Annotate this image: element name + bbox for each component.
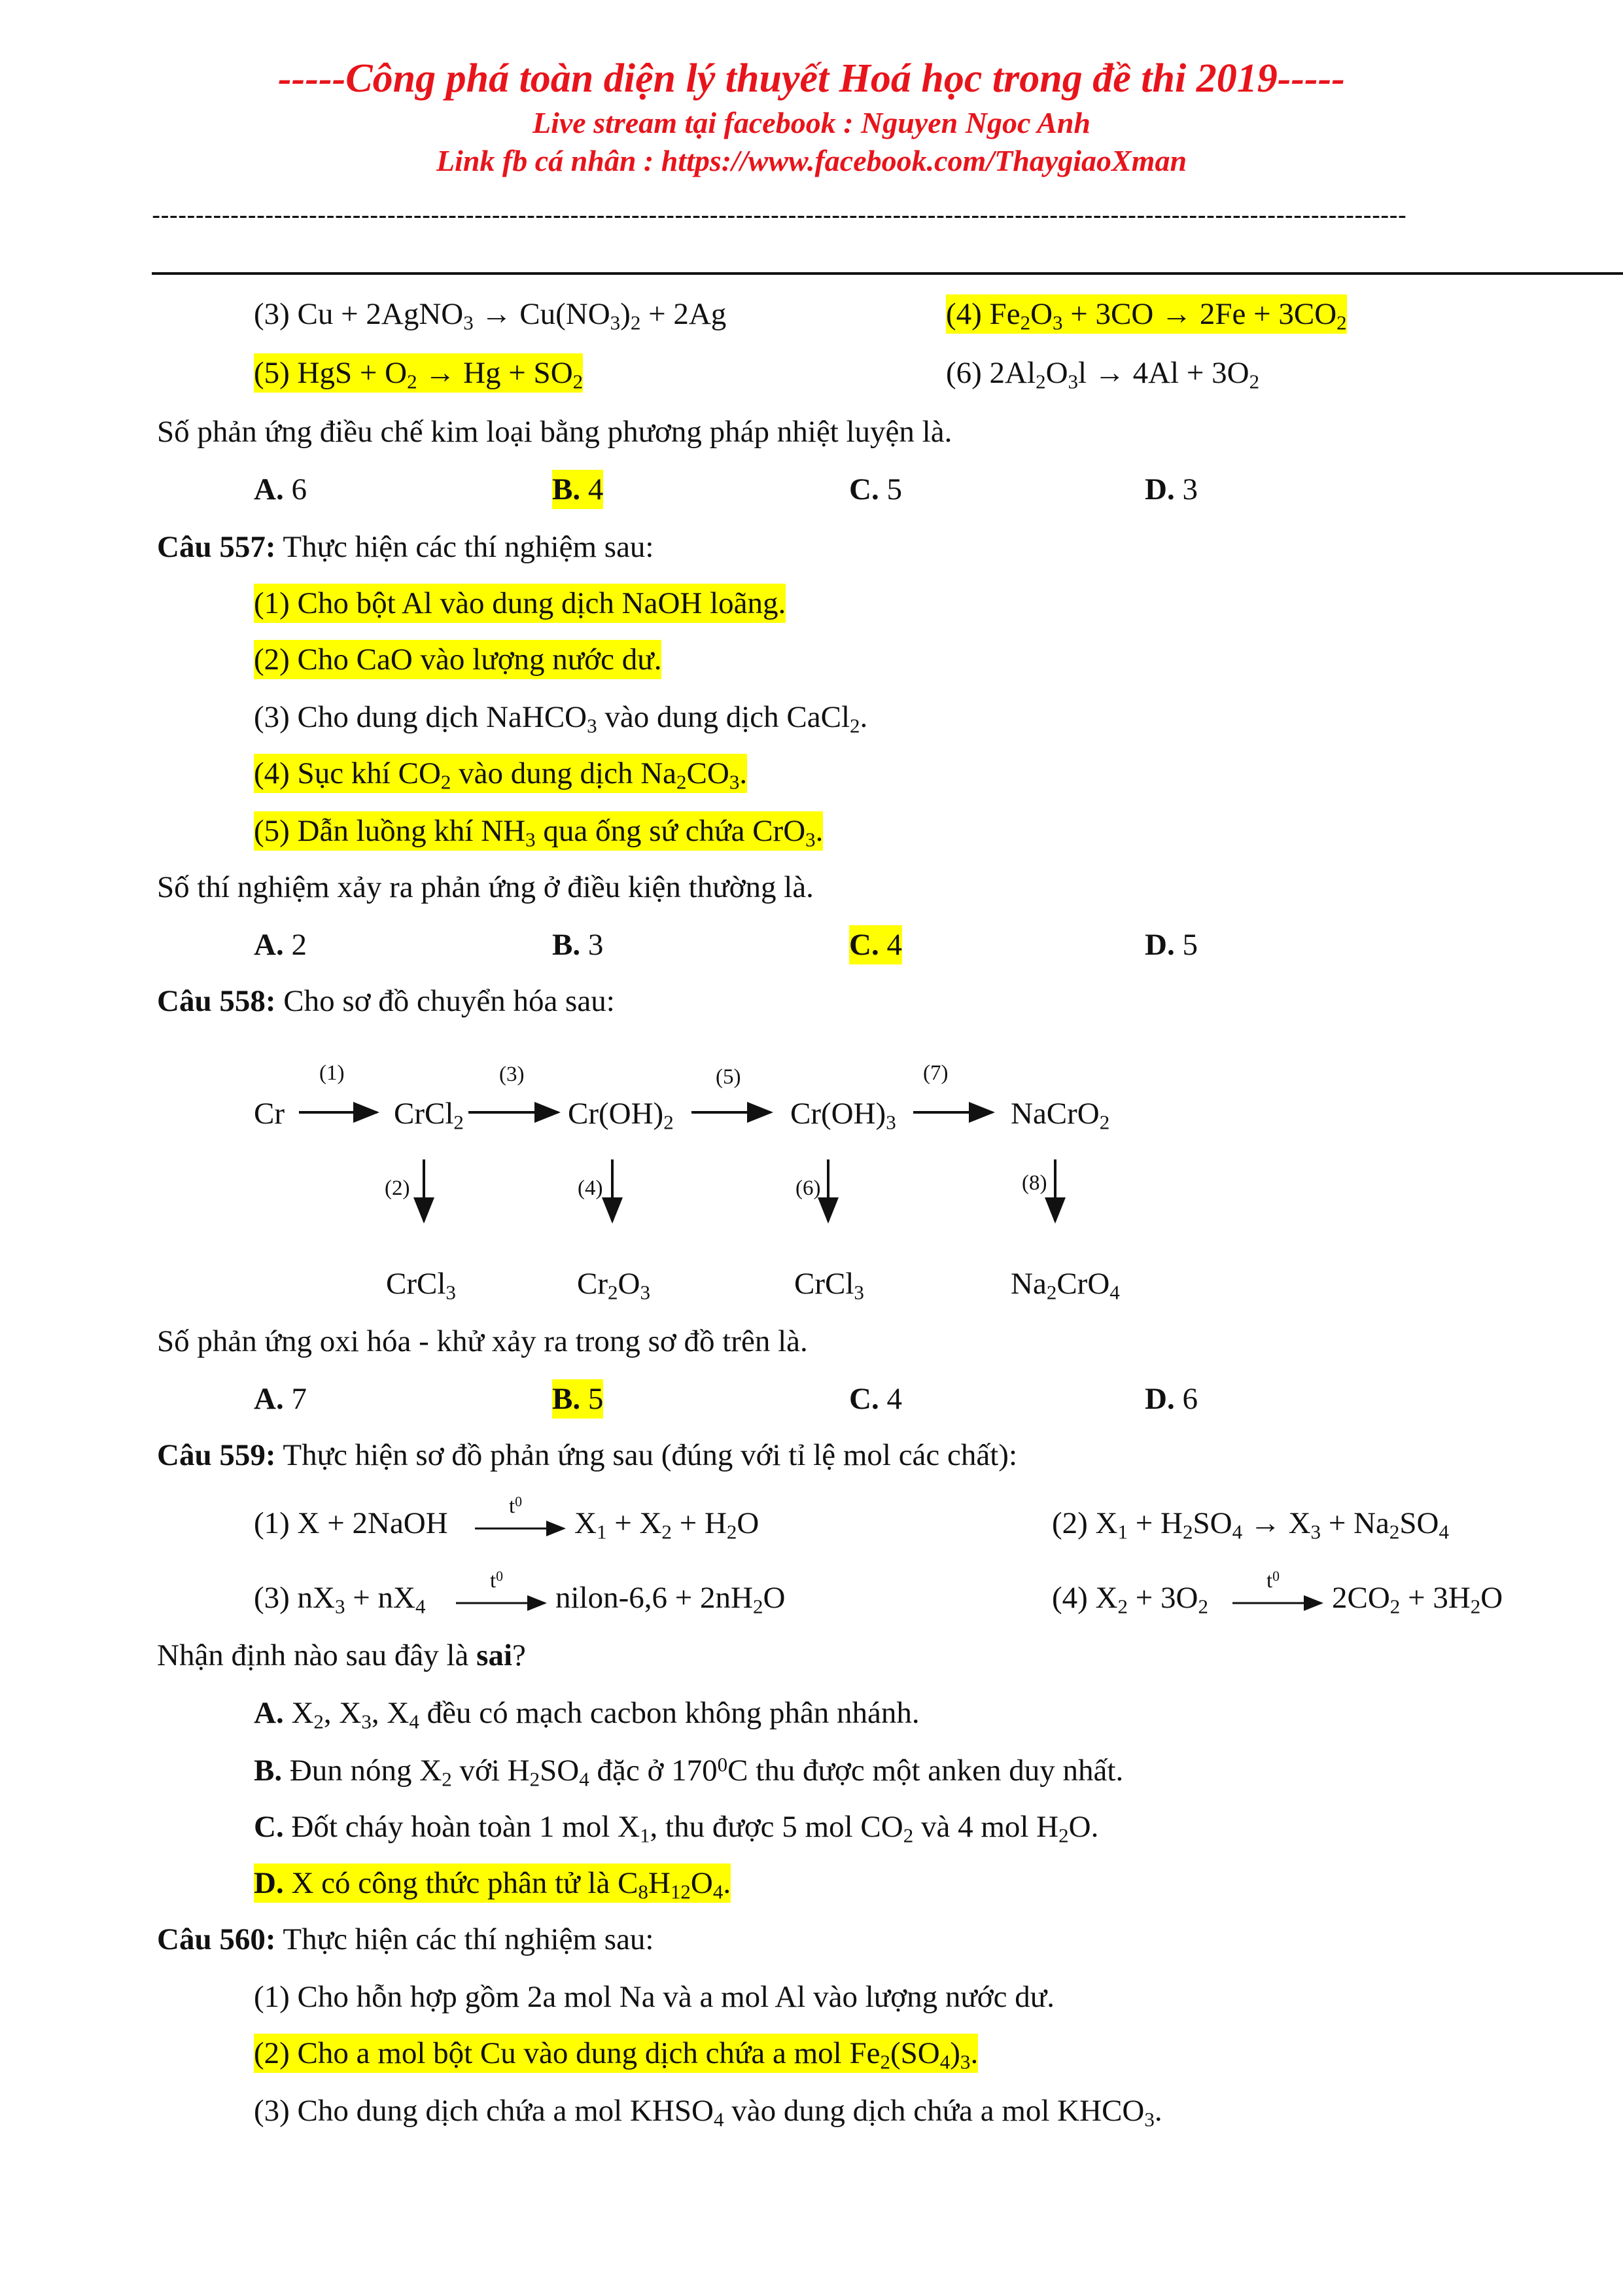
- q559-option-d: D. X có công thức phân tử là $C_8H_{12}O_4$.: [254, 1863, 731, 1903]
- q557-answer-c: C. 4: [849, 925, 902, 964]
- q557-experiment-4: (4) Sục khí $CO_2$ vào dung dịch $Na_2CO_3$.: [254, 754, 747, 793]
- q557-experiment-3: (3) Cho dung dịch NaHCO$_3$ vào dung dịch CaCl$_2$.: [254, 700, 868, 737]
- species-cr2o3: $Cr_2O_3$: [577, 1267, 650, 1304]
- q557-answer-b: B. 3: [552, 928, 604, 962]
- step-label-8: (8): [1022, 1171, 1047, 1195]
- header-title: -----Công phá toàn diện lý thuyết Hoá học trong đề thi 2019-----: [278, 56, 1345, 101]
- q559-heat-label-4: $t^0$: [1266, 1568, 1280, 1593]
- q557-experiment-1: (1) Cho bột Al vào dung dịch NaOH loãng.: [254, 584, 786, 623]
- species-crcl2: CrCl$_2$: [394, 1097, 464, 1134]
- q559-reaction-4-left: (4) $X_2 + 3O_2$: [1052, 1581, 1208, 1618]
- q556-reaction-6: (6) $2Al_2O_3l \to 4Al + 3O_2$: [946, 356, 1260, 393]
- q559-reaction-1-right: $X_1 + X_2 + H_2O$: [574, 1506, 759, 1544]
- q559-prompt: Nhận định nào sau đây là sai?: [157, 1638, 526, 1672]
- step-label-7: (7): [923, 1061, 949, 1085]
- species-crcl3-right: CrCl$_3$: [794, 1267, 864, 1304]
- q556-answer-d: D. 3: [1145, 472, 1198, 506]
- header-dashed-line: ------------------------------------------------------------------------------------------------------------------------------------------------: [152, 201, 1407, 230]
- q559-reaction-1-left: (1) X + 2NaOH: [254, 1506, 448, 1540]
- q558-stem: Câu 558: Cho sơ đồ chuyển hóa sau:: [157, 984, 615, 1018]
- q556-answer-a: A. 6: [254, 472, 307, 506]
- step-label-2: (2): [385, 1176, 410, 1200]
- step-label-4: (4): [578, 1176, 603, 1200]
- header-livestream: Live stream tại facebook : Nguyen Ngoc Anh: [532, 106, 1091, 139]
- q559-option-c: C. Đốt cháy hoàn toàn 1 mol $X_1$, thu được 5 mol $CO_2$ và 4 mol $H_2O$.: [254, 1810, 1099, 1847]
- q557-experiment-2: (2) Cho CaO vào lượng nước dư.: [254, 640, 661, 679]
- q560-stem: Câu 560: Thực hiện các thí nghiệm sau:: [157, 1922, 654, 1956]
- q560-experiment-2: (2) Cho a mol bột Cu vào dung dịch chứa a mol $Fe_2(SO_4)_3$.: [254, 2034, 978, 2073]
- q558-answer-d: D. 6: [1145, 1382, 1198, 1416]
- q559-reaction-3-right: nilon-6,6 + $2nH_2O$: [555, 1581, 786, 1618]
- q557-answer-a: A. 2: [254, 928, 307, 962]
- q559-option-b: B. Đun nóng $X_2$ với $H_2SO_4$ đặc ở $170^0C$ thu được một anken duy nhất.: [254, 1753, 1124, 1791]
- q558-answer-b: B. 5: [552, 1379, 603, 1419]
- q559-heat-label-1: $t^0$: [509, 1494, 523, 1518]
- step-label-3: (3): [499, 1063, 525, 1086]
- step-label-5: (5): [716, 1065, 741, 1089]
- q556-reaction-3: (3) Cu + 2AgNO$_3$ → $Cu(NO_3)_2 + 2Ag$: [254, 297, 727, 334]
- species-nacro2: NaCrO$_2$: [1011, 1097, 1110, 1134]
- q559-reaction-4-right: $2CO_2 + 3H_2O$: [1332, 1581, 1503, 1618]
- q560-experiment-3: (3) Cho dung dịch chứa a mol $KHSO_4$ vào dung dịch chứa a mol $KHCO_3$.: [254, 2094, 1162, 2131]
- q559-reaction-3-left: (3) $nX_3 + nX_4$: [254, 1581, 426, 1618]
- q559-option-a: A. $X_2$, $X_3$, $X_4$ đều có mạch cacbon không phân nhánh.: [254, 1696, 920, 1733]
- species-croh2: $Cr(OH)_2$: [568, 1097, 674, 1134]
- species-crcl3-left: CrCl$_3$: [386, 1267, 456, 1304]
- q556-answer-b: B. 4: [552, 470, 603, 509]
- q559-reaction-2: (2) $X_1 + H_2SO_4 \to X_3 + Na_2SO_4$: [1052, 1506, 1449, 1544]
- header-link[interactable]: Link fb cá nhân : https://www.facebook.com/ThaygiaoXman: [436, 144, 1187, 177]
- q558-answer-a: A. 7: [254, 1382, 307, 1416]
- q558-question: Số phản ứng oxi hóa - khử xảy ra trong sơ đồ trên là.: [157, 1324, 808, 1358]
- species-na2cro4: $Na_2CrO_4$: [1011, 1267, 1120, 1304]
- q556-reaction-4: (4) $Fe_2O_3 + 3CO \to 2Fe + 3CO_2$: [946, 294, 1347, 334]
- step-label-1: (1): [319, 1061, 345, 1085]
- q558-answer-c: C. 4: [849, 1382, 902, 1416]
- species-croh3: $Cr(OH)_3$: [790, 1097, 896, 1134]
- q559-stem: Câu 559: Thực hiện sơ đồ phản ứng sau (đúng với tỉ lệ mol các chất):: [157, 1438, 1018, 1472]
- q559-heat-label-3: $t^0$: [490, 1568, 504, 1593]
- q556-reaction-5: (5) HgS + $O_2 \to Hg + SO_2$: [254, 353, 583, 393]
- q557-experiment-5: (5) Dẫn luồng khí $NH_3$ qua ống sứ chứa CrO$_3$.: [254, 811, 823, 851]
- q556-question: Số phản ứng điều chế kim loại bằng phương pháp nhiệt luyện là.: [157, 415, 952, 449]
- q557-question: Số thí nghiệm xảy ra phản ứng ở điều kiện thường là.: [157, 870, 814, 904]
- q560-experiment-1: (1) Cho hỗn hợp gồm 2a mol Na và a mol Al vào lượng nước dư.: [254, 1980, 1055, 2014]
- step-label-6: (6): [795, 1176, 821, 1200]
- q557-stem: Câu 557: Thực hiện các thí nghiệm sau:: [157, 530, 654, 564]
- q557-answer-d: D. 5: [1145, 928, 1198, 962]
- species-cr: Cr: [254, 1097, 285, 1131]
- q556-answer-c: C. 5: [849, 472, 902, 506]
